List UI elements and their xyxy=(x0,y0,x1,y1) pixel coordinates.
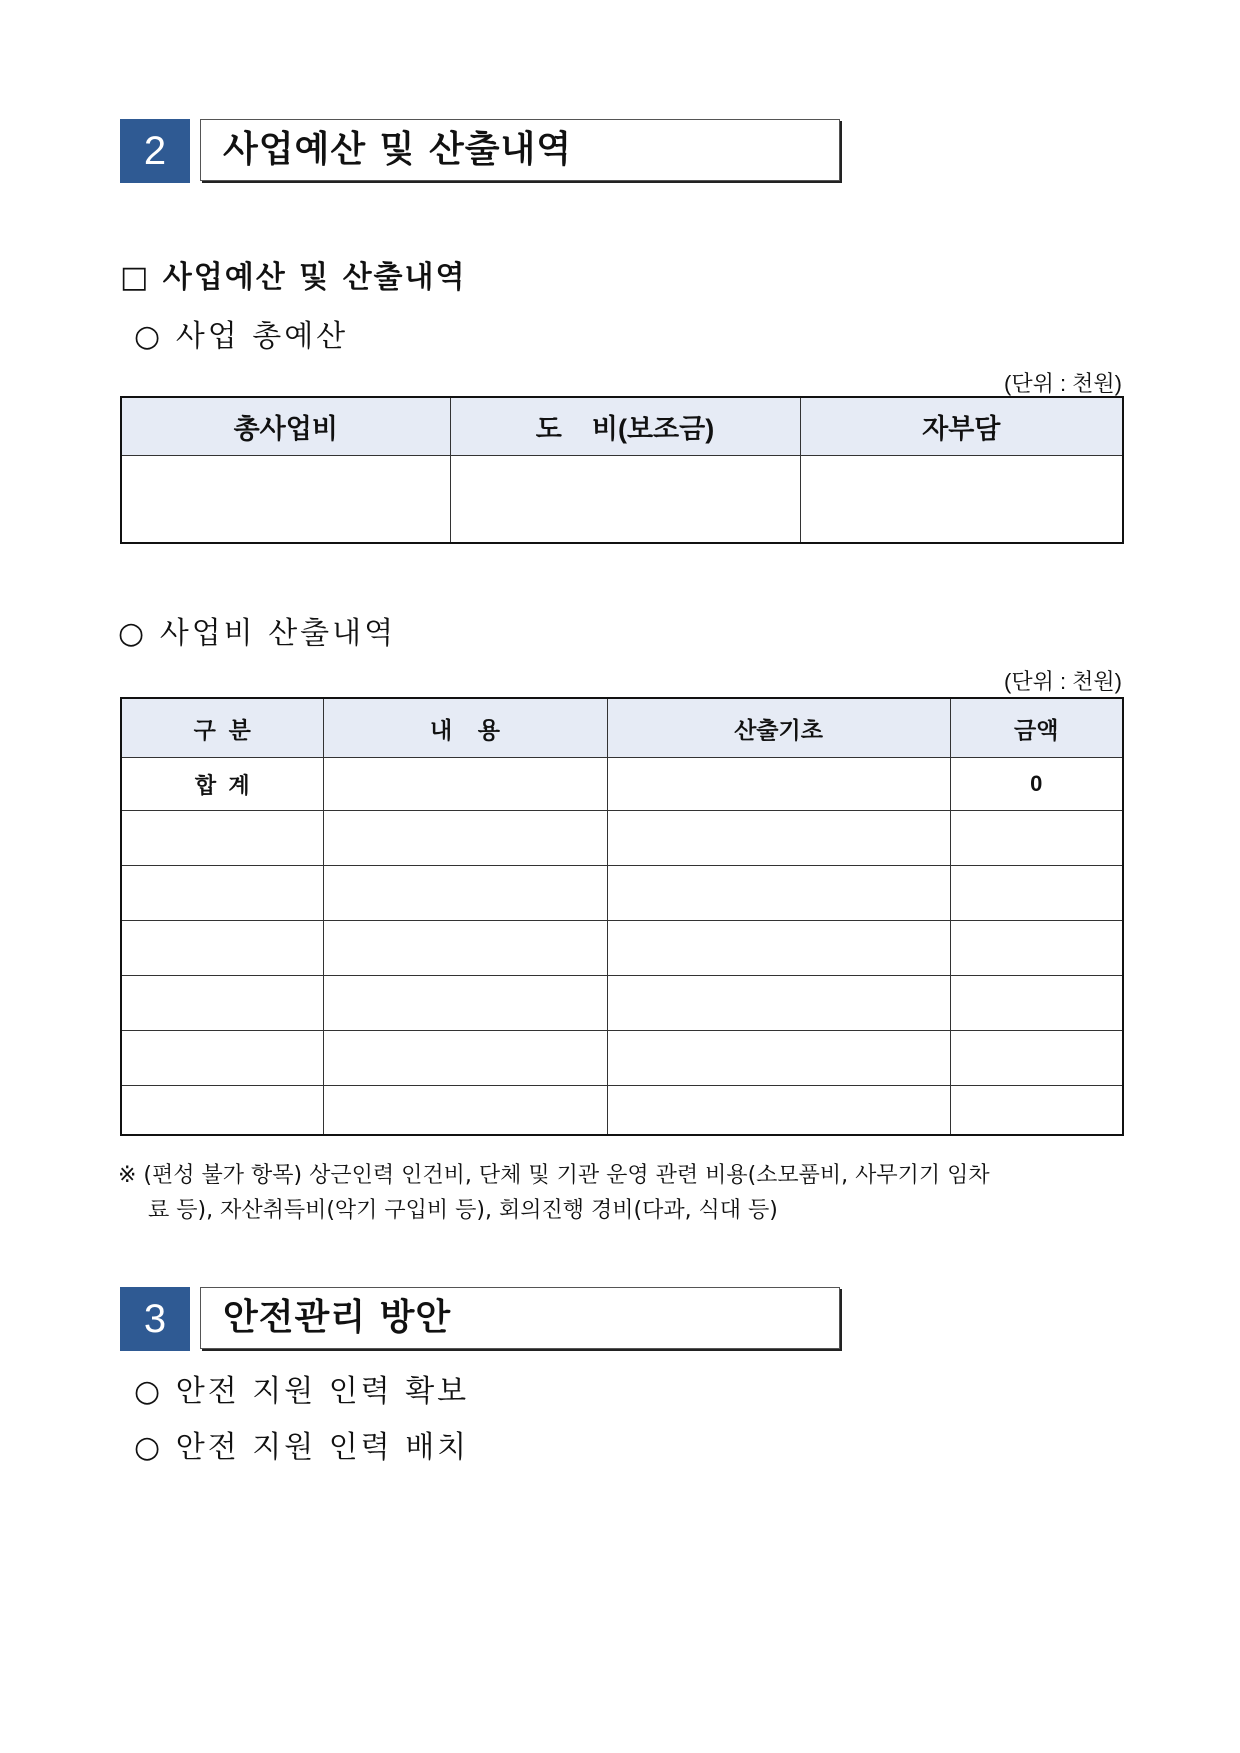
basis-cell[interactable] xyxy=(607,866,950,921)
budget-table xyxy=(120,396,1124,544)
amount-cell[interactable] xyxy=(950,811,1123,866)
category-cell[interactable] xyxy=(121,976,323,1031)
calc-table xyxy=(120,697,1124,1136)
basis-cell[interactable] xyxy=(607,976,950,1031)
budget-table-header-row xyxy=(121,397,1123,456)
section-title: 안전관리 방안 xyxy=(223,1297,452,1338)
calc-bullet: ○ 사업비 산출내역 xyxy=(118,616,397,651)
content-cell[interactable] xyxy=(323,921,607,976)
header-amount: 금액 xyxy=(950,698,1123,758)
total-cost-cell[interactable] xyxy=(121,456,450,544)
basis-cell[interactable] xyxy=(607,921,950,976)
safety-item-staff-deploy: ○ 안전 지원 인력 배치 xyxy=(134,1430,470,1465)
section-title-box xyxy=(200,119,840,181)
content-cell[interactable] xyxy=(323,1031,607,1086)
header-provincial-subsidy: 도 비(보조금) xyxy=(450,397,800,456)
table-row xyxy=(121,1031,1123,1086)
total-budget-bullet: ○ 사업 총예산 xyxy=(134,319,349,354)
sum-content-cell[interactable] xyxy=(323,758,607,811)
table-row xyxy=(121,811,1123,866)
header-self-pay: 자부담 xyxy=(800,397,1123,456)
amount-cell[interactable] xyxy=(950,1031,1123,1086)
sum-basis-cell[interactable] xyxy=(607,758,950,811)
content-cell[interactable] xyxy=(323,976,607,1031)
basis-cell[interactable] xyxy=(607,1031,950,1086)
basis-cell[interactable] xyxy=(607,1086,950,1136)
header-basis: 산출기초 xyxy=(607,698,950,758)
amount-cell[interactable] xyxy=(950,921,1123,976)
table-row xyxy=(121,1086,1123,1136)
content-cell[interactable] xyxy=(323,1086,607,1136)
sum-row xyxy=(121,758,1123,811)
unit-label: (단위 : 천원) xyxy=(1004,371,1122,396)
exclusion-note xyxy=(118,1158,1124,1228)
section-number: 3 xyxy=(120,1287,190,1351)
section-2-header xyxy=(120,119,840,183)
section-title: 사업예산 및 산출내역 xyxy=(223,129,573,170)
section-3-header xyxy=(120,1287,840,1351)
safety-item-staff-secure: ○ 안전 지원 인력 확보 xyxy=(134,1374,470,1409)
basis-cell[interactable] xyxy=(607,811,950,866)
note-line-1: ※ (편성 불가 항목) 상근인력 인건비, 단체 및 기관 운영 관련 비용(소모품비, 사무기기 임차 xyxy=(118,1163,990,1188)
content-cell[interactable] xyxy=(323,866,607,921)
category-cell[interactable] xyxy=(121,1086,323,1136)
table-row xyxy=(121,976,1123,1031)
section-title-box xyxy=(200,1287,840,1349)
amount-cell[interactable] xyxy=(950,866,1123,921)
table-row xyxy=(121,866,1123,921)
category-cell[interactable] xyxy=(121,921,323,976)
unit-label: (단위 : 천원) xyxy=(1004,669,1122,694)
calc-table-header-row xyxy=(121,698,1123,758)
budget-heading: □ 사업예산 및 산출내역 xyxy=(120,260,467,295)
section-number: 2 xyxy=(120,119,190,183)
note-line-2: 료 등), 자산취득비(악기 구입비 등), 회의진행 경비(다과, 식대 등) xyxy=(148,1198,778,1223)
header-content: 내 용 xyxy=(323,698,607,758)
category-cell[interactable] xyxy=(121,1031,323,1086)
table-row xyxy=(121,921,1123,976)
sum-amount-cell: 0 xyxy=(950,758,1123,811)
provincial-subsidy-cell[interactable] xyxy=(450,456,800,544)
self-pay-cell[interactable] xyxy=(800,456,1123,544)
sum-label: 합 계 xyxy=(121,758,323,811)
content-cell[interactable] xyxy=(323,811,607,866)
amount-cell[interactable] xyxy=(950,1086,1123,1136)
header-category: 구 분 xyxy=(121,698,323,758)
header-total-cost: 총사업비 xyxy=(121,397,450,456)
category-cell[interactable] xyxy=(121,866,323,921)
category-cell[interactable] xyxy=(121,811,323,866)
amount-cell[interactable] xyxy=(950,976,1123,1031)
budget-table-row xyxy=(121,456,1123,544)
